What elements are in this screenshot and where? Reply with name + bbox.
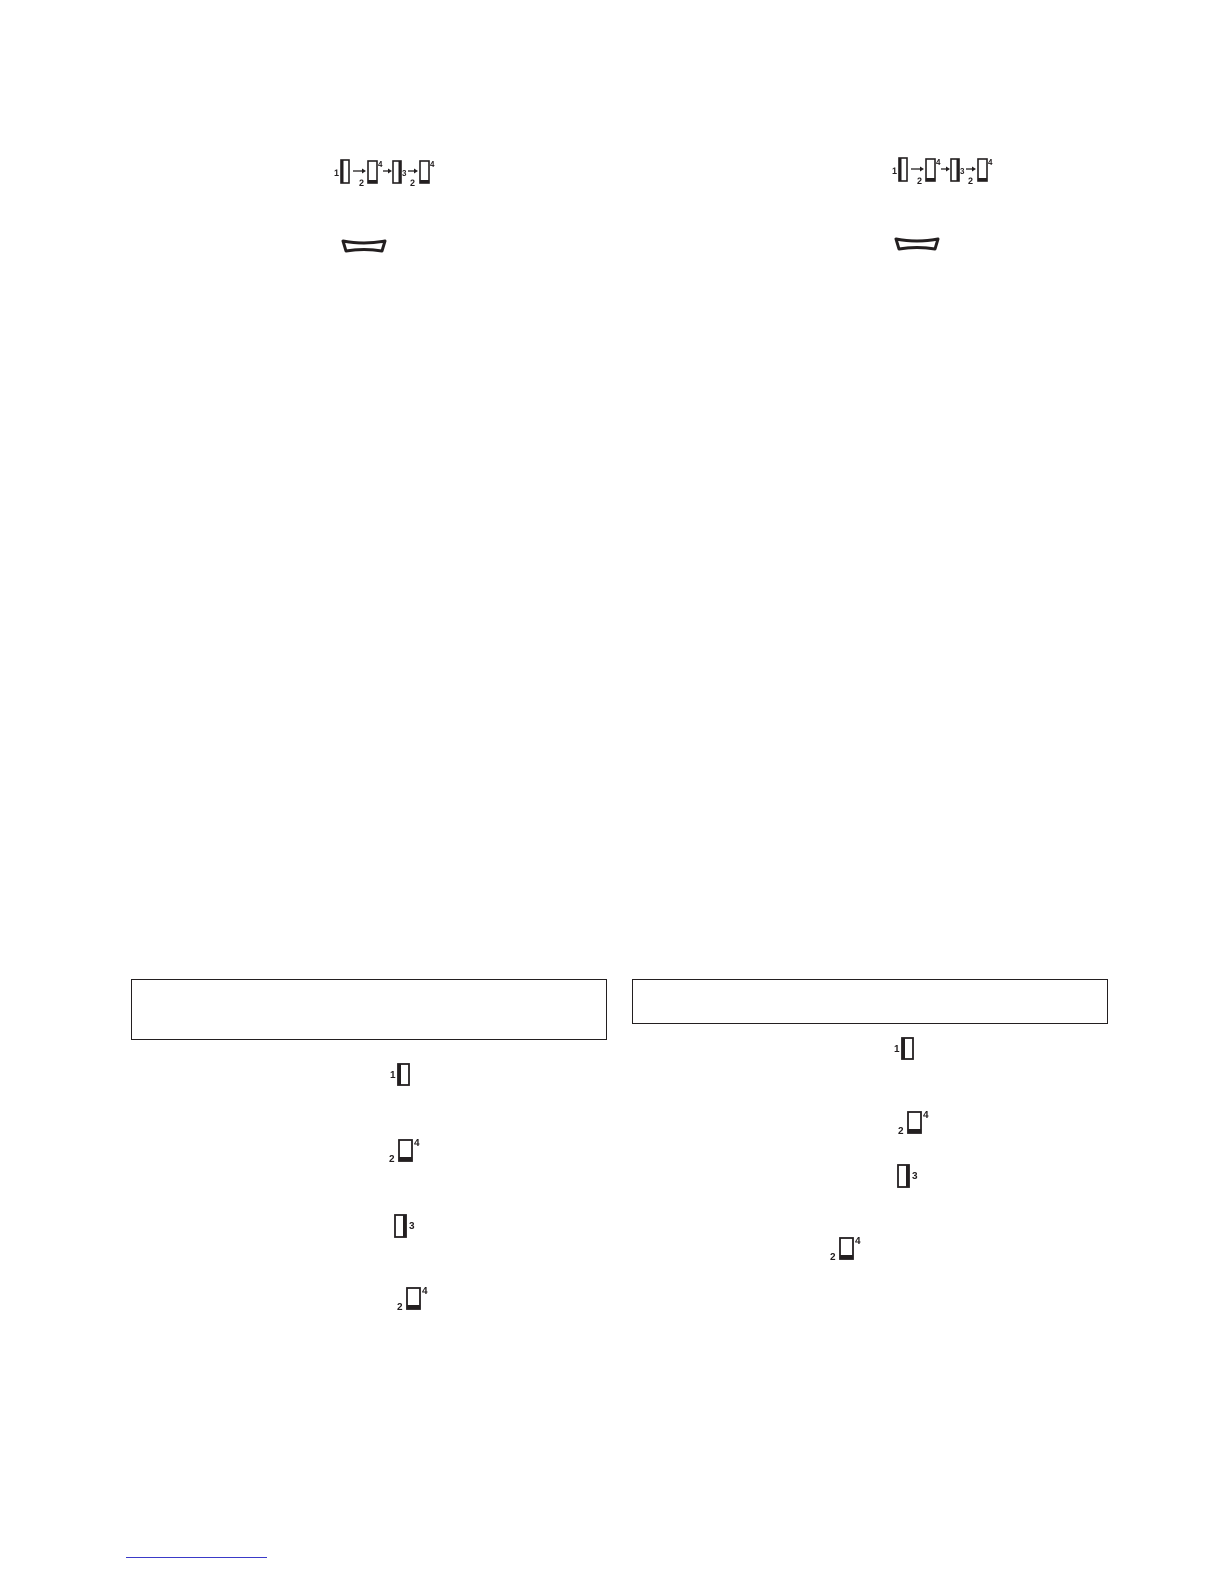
seq-label: 2 [359,178,365,188]
step-label: 1 [390,1070,396,1081]
page-back-icon [827,1234,865,1264]
duplex-sequence-right-icon [888,154,1000,188]
step-label: 2 [397,1302,403,1313]
duplex-sequence-left-icon [330,156,442,190]
step-label: 4 [855,1236,861,1247]
step-label: 4 [422,1286,428,1297]
seq-label: 4 [936,158,941,167]
page-back-icon [386,1136,424,1166]
seq-label: 4 [988,158,993,167]
seq-label: 2 [917,176,923,186]
step-label: 2 [898,1126,904,1137]
page-front-icon [893,1162,927,1190]
seq-label: 3 [960,167,965,176]
left-header-box [131,979,607,1040]
step-label: 2 [830,1252,836,1263]
page-front-icon [386,1062,416,1088]
seq-label: 2 [968,176,974,186]
step-label: 4 [923,1110,929,1121]
seq-label: 4 [378,160,383,169]
seq-label: 1 [892,166,898,176]
step-label: 4 [414,1138,420,1149]
step-label: 1 [894,1044,900,1055]
page-front-icon [390,1212,424,1240]
right-header-box [632,979,1108,1024]
step-label: 2 [389,1154,395,1165]
page-back-icon [895,1108,933,1138]
tray-icon [340,238,388,256]
page-front-icon [890,1036,920,1062]
step-label: 3 [409,1221,415,1232]
seq-label: 1 [334,168,340,178]
seq-label: 2 [410,178,416,188]
seq-label: 3 [402,169,407,178]
page-back-icon [394,1284,432,1314]
seq-label: 4 [430,160,435,169]
tray-icon [893,236,941,254]
footer-rule [126,1557,267,1558]
step-label: 3 [912,1171,918,1182]
